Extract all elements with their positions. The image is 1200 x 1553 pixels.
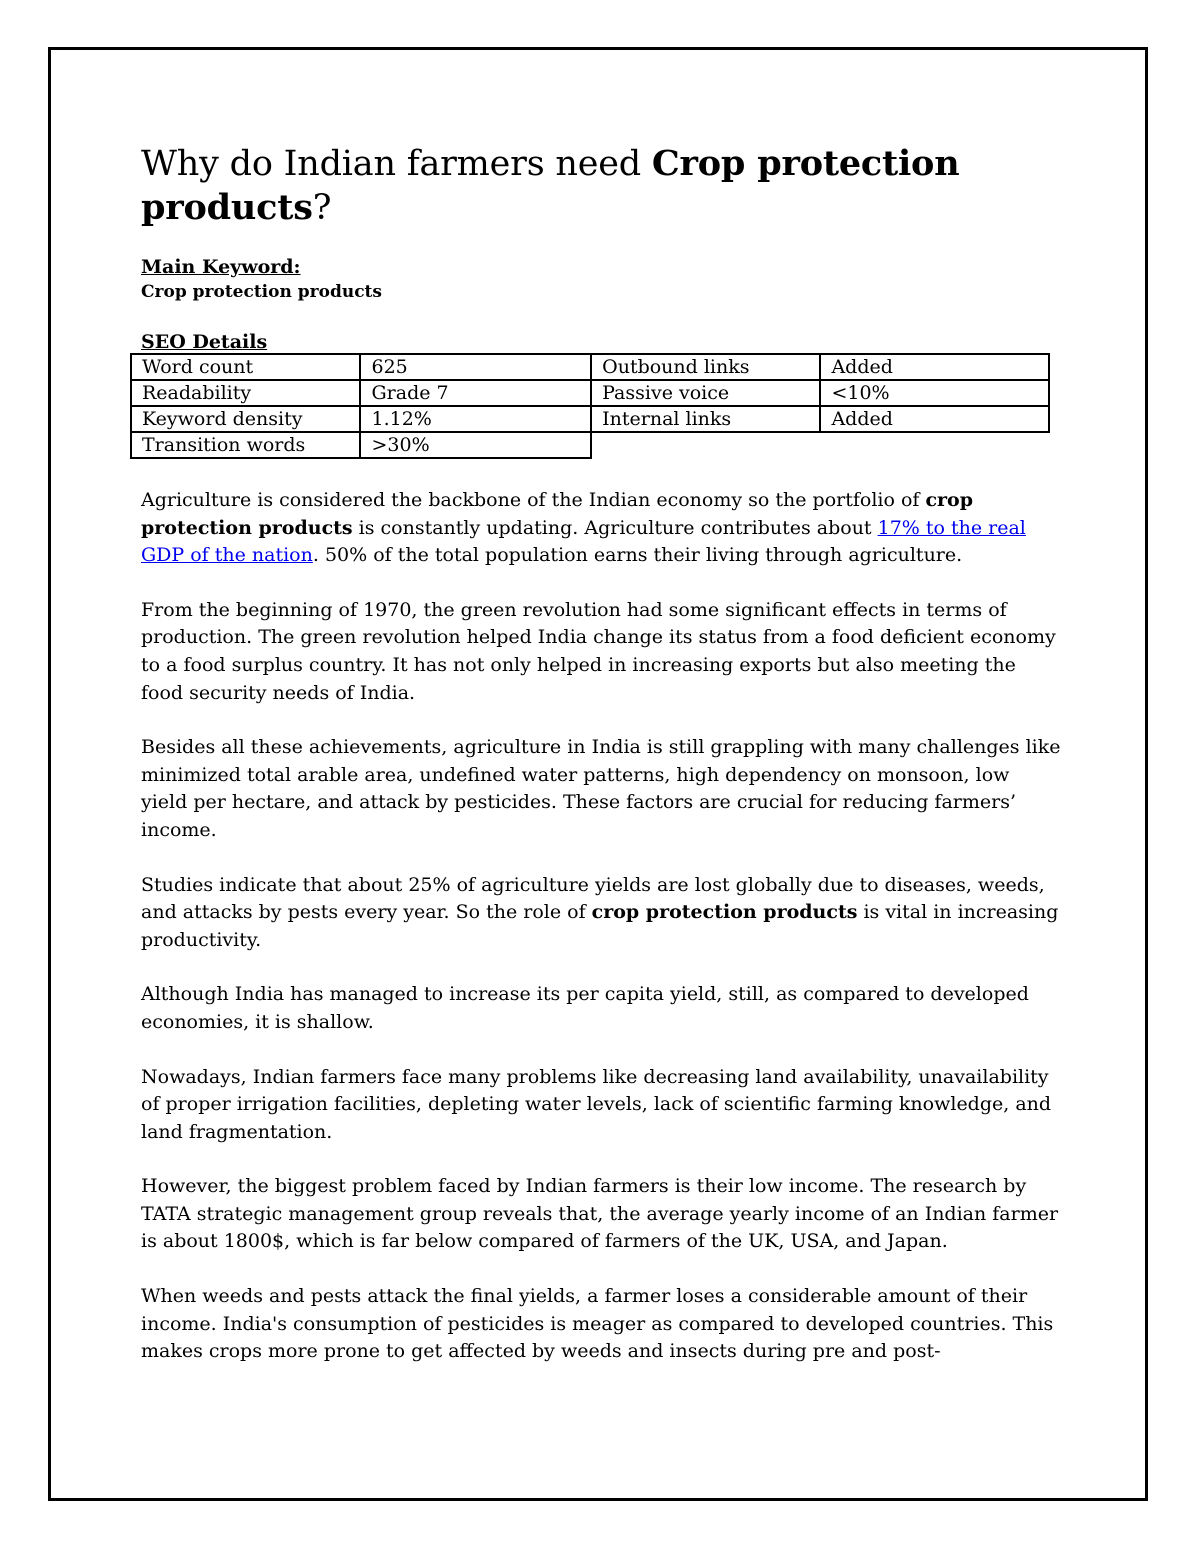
text-run: is constantly updating. Agriculture contributes about bbox=[352, 516, 878, 539]
document-body bbox=[141, 142, 1061, 1393]
table-cell: Passive voice bbox=[591, 380, 820, 406]
paragraph-intro bbox=[141, 487, 1061, 570]
table-cell: 625 bbox=[360, 354, 591, 380]
paragraph-green-revolution: From the beginning of 1970, the green revolution had some significant effects in terms of production. The green revolution helped India change its status from a food deficient economy to a food surplus country. It has not only helped in increasing exports but also meeting the food security needs of India. bbox=[141, 598, 1056, 704]
table-cell: Transition words bbox=[131, 432, 360, 458]
seo-details-label: SEO Details bbox=[141, 331, 268, 353]
table-row bbox=[131, 354, 1049, 380]
table-cell: <10% bbox=[820, 380, 1049, 406]
table-row bbox=[131, 406, 1049, 432]
table-cell: Added bbox=[820, 406, 1049, 432]
title-prefix: Why do Indian farmers need bbox=[141, 144, 652, 184]
table-cell: Internal links bbox=[591, 406, 820, 432]
table-cell: >30% bbox=[360, 432, 591, 458]
keyword-bold: crop protection products bbox=[591, 901, 858, 924]
paragraph-problems: Nowadays, Indian farmers face many problems like decreasing land availability, unavailability of proper irrigation facilities, depleting water levels, lack of scientific farming knowledge, and land fragmentation. bbox=[141, 1065, 1052, 1143]
table-row bbox=[131, 380, 1049, 406]
table-cell-empty bbox=[820, 432, 1049, 458]
title-suffix: ? bbox=[312, 188, 332, 228]
title-bold: Crop protection products bbox=[141, 143, 960, 228]
paragraph-weeds-pests: When weeds and pests attack the final yields, a farmer loses a considerable amount of their income. India's consumption of pesticides is meager as compared to developed countries. This makes crops more prone to get affected by weeds and insects during pre and post- bbox=[141, 1285, 1054, 1363]
text-run: is vital in increasing productivity. bbox=[141, 901, 1059, 951]
text-run: . 50% of the total population earns their living through agriculture. bbox=[312, 544, 963, 567]
table-cell: Readability bbox=[131, 380, 360, 406]
text-run: Studies indicate that about 25% of agriculture yields are lost globally due to diseases, weeds, and attacks by pests every year. So the role of bbox=[141, 873, 1045, 924]
table-cell: Grade 7 bbox=[360, 380, 591, 406]
main-keyword-label: Main Keyword: bbox=[141, 256, 301, 278]
table-cell: Added bbox=[820, 354, 1049, 380]
main-keyword-value: Crop protection products bbox=[141, 282, 382, 302]
paragraph-per-capita-yield: Although India has managed to increase its per capita yield, still, as compared to developed economies, it is shallow. bbox=[141, 983, 1029, 1033]
keyword-bold: crop protection products bbox=[141, 489, 974, 539]
text-run: Agriculture is considered the backbone of the Indian economy so the portfolio of bbox=[141, 489, 926, 511]
paragraph-yield-losses bbox=[141, 872, 1061, 955]
paragraph-income: However, the biggest problem faced by Indian farmers is their low income. The research by TATA strategic management group reveals that, the average yearly income of an Indian farmer is about 1800$, which is far below compared of farmers of the UK, USA, and Japan. bbox=[141, 1175, 1059, 1253]
table-row bbox=[131, 432, 1049, 458]
seo-details-table bbox=[130, 353, 1050, 459]
table-cell-empty bbox=[591, 432, 820, 458]
table-cell: Outbound links bbox=[591, 354, 820, 380]
paragraph-challenges: Besides all these achievements, agriculture in India is still grappling with many challenges like minimized total arable area, undefined water patterns, high dependency on monsoon, low yield per hectare, and attack by pesticides. These factors are crucial for reducing farmers’ income. bbox=[141, 736, 1061, 841]
table-cell: Word count bbox=[131, 354, 360, 380]
table-cell: Keyword density bbox=[131, 406, 360, 432]
table-cell: 1.12% bbox=[360, 406, 591, 432]
gdp-link[interactable]: 17% to the real GDP of the nation bbox=[141, 516, 1026, 567]
document-title bbox=[141, 142, 1061, 230]
